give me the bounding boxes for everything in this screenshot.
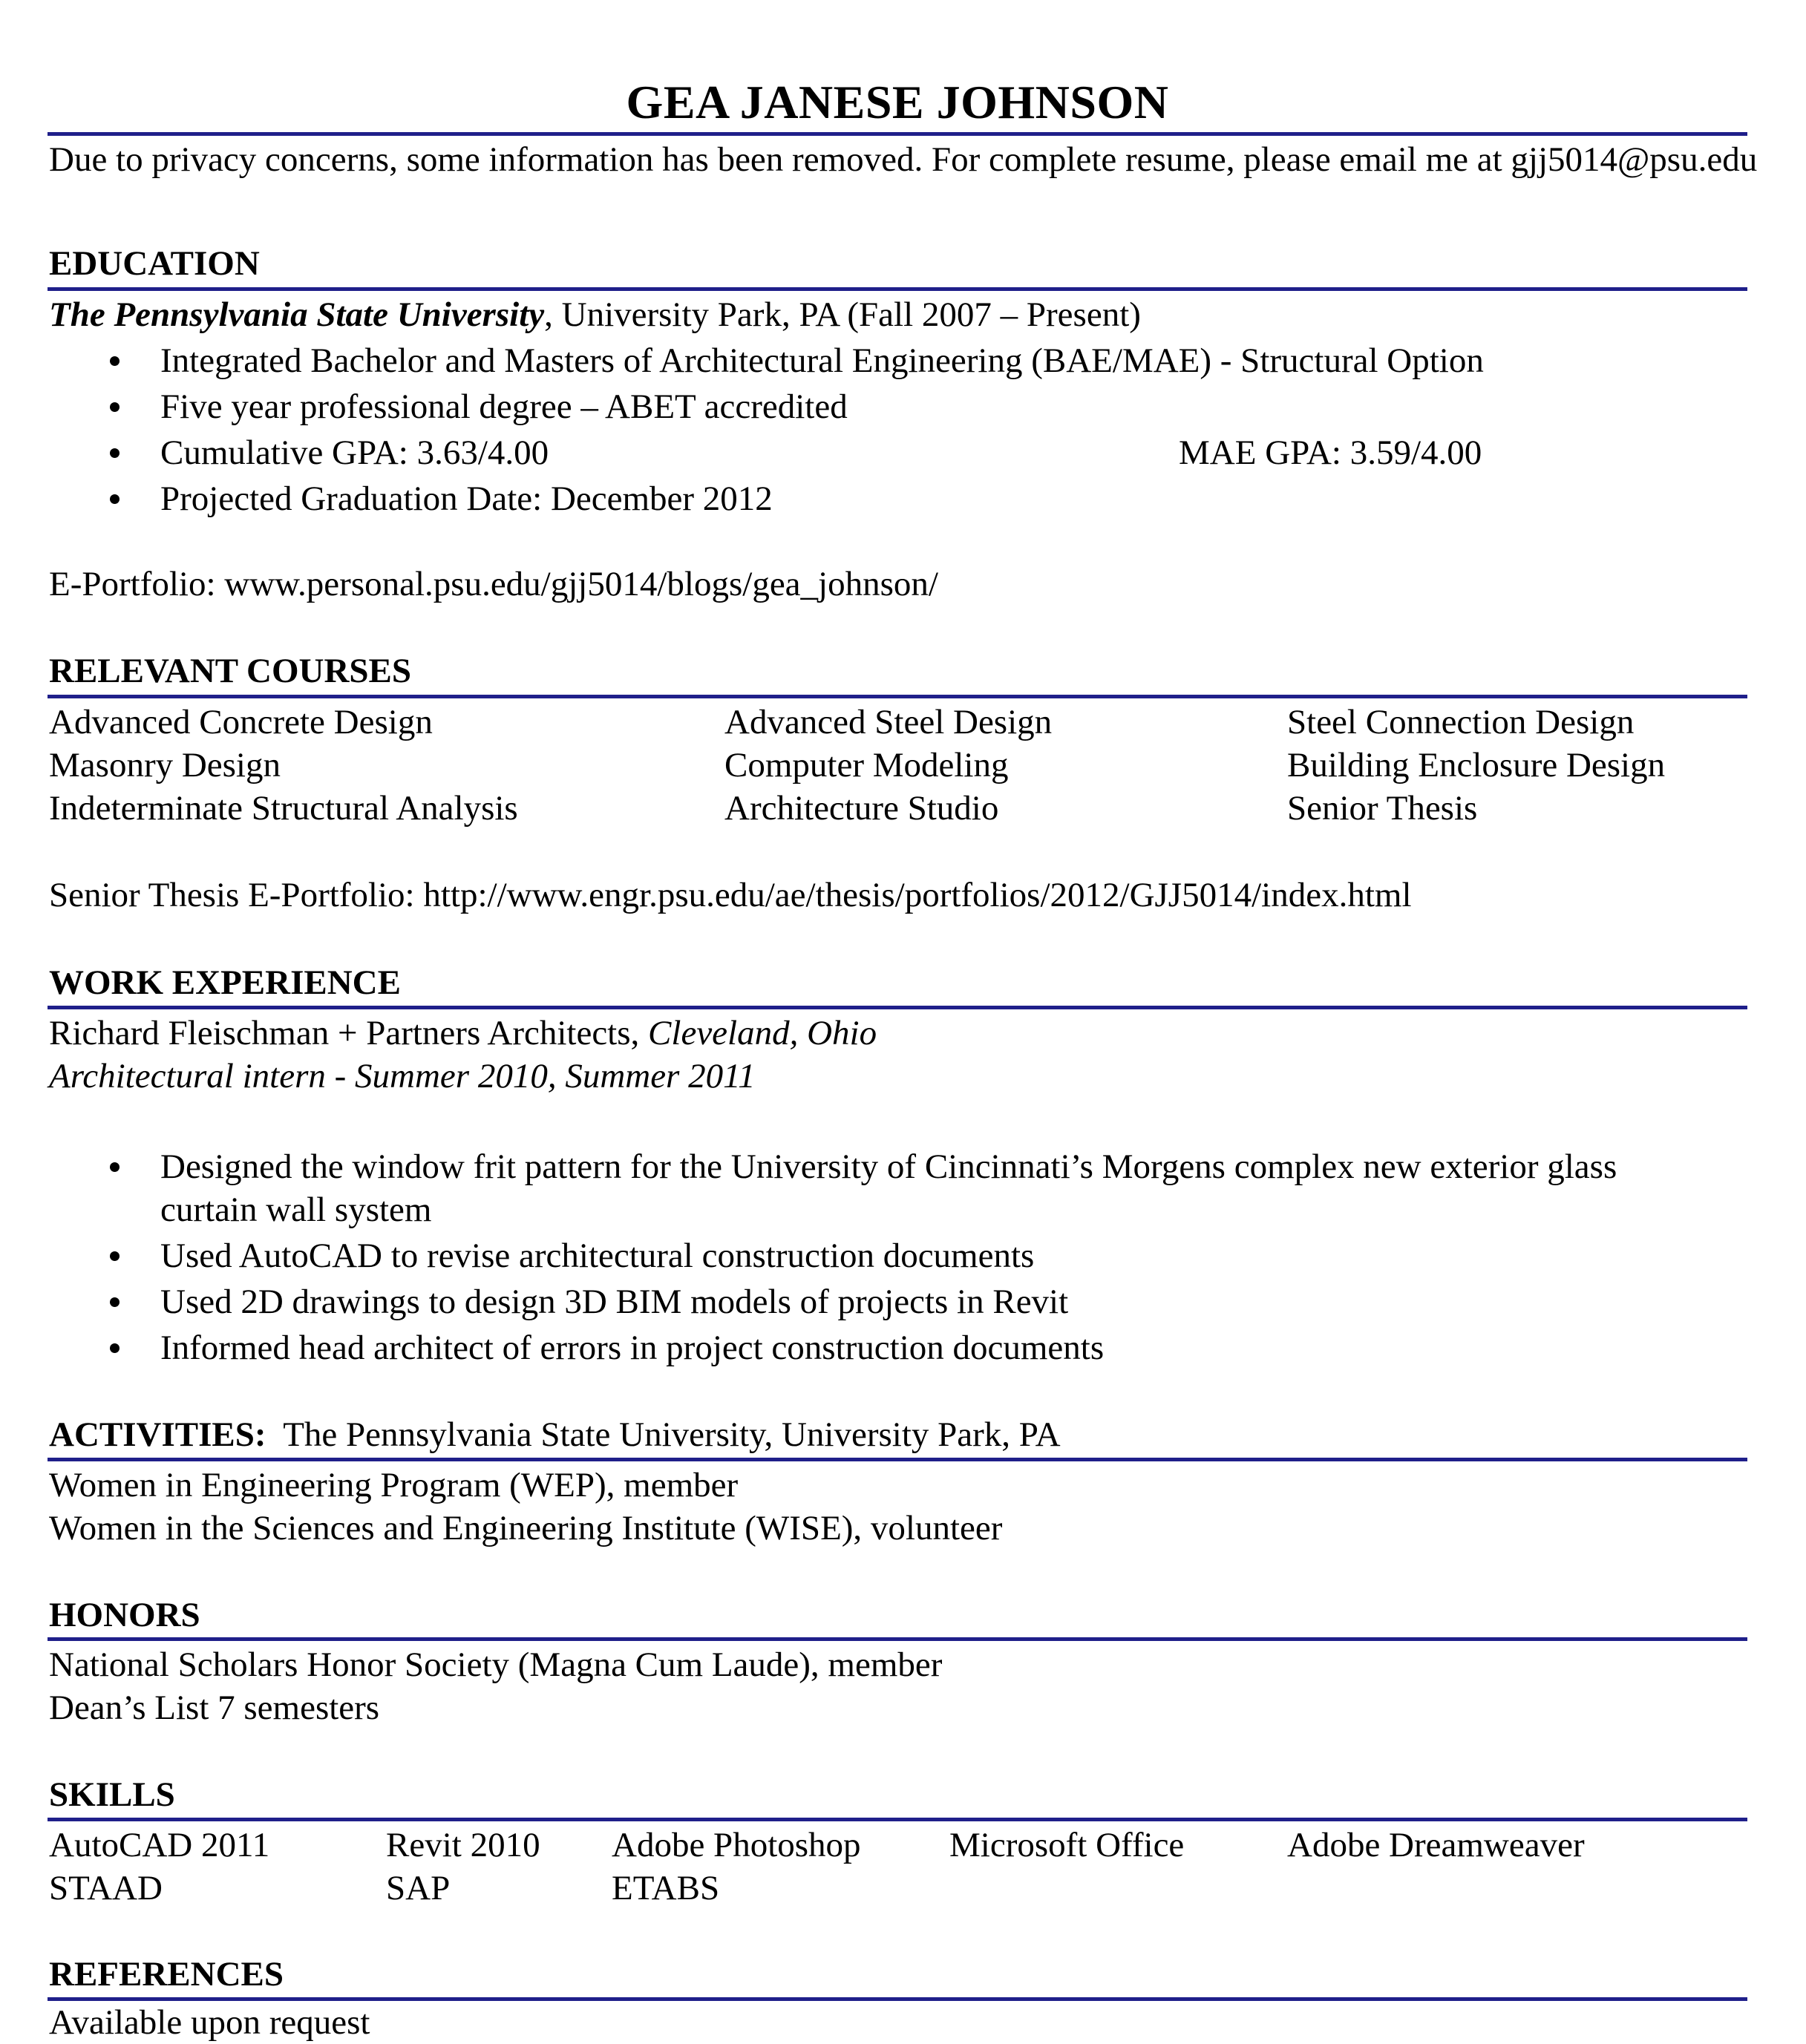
- skill-item: AutoCAD 2011: [49, 1826, 270, 1864]
- eportfolio-line: E-Portfolio: www.personal.psu.edu/gjj5014/blogs/gea_johnson/: [49, 565, 938, 603]
- skill-item: SAP: [386, 1869, 451, 1907]
- course-item: Senior Thesis: [1287, 789, 1478, 828]
- skill-item: STAAD: [49, 1869, 163, 1907]
- courses-heading: RELEVANT COURSES: [49, 652, 412, 690]
- mae-gpa: MAE GPA: 3.59/4.00: [1179, 433, 1482, 472]
- course-item: Steel Connection Design: [1287, 703, 1635, 741]
- bullet-icon: [110, 1251, 120, 1261]
- skills-rule: [48, 1818, 1747, 1821]
- skill-item: Revit 2010: [386, 1826, 540, 1864]
- course-item: Advanced Concrete Design: [49, 703, 433, 741]
- references-heading: REFERENCES: [49, 1955, 284, 1994]
- school-name: The Pennsylvania State University: [49, 295, 545, 334]
- activity-item: Women in the Sciences and Engineering Institute (WISE), volunteer: [49, 1509, 1003, 1547]
- education-bullet: Cumulative GPA: 3.63/4.00: [160, 433, 549, 472]
- name-rule: [48, 132, 1747, 136]
- bullet-icon: [110, 448, 120, 458]
- employer-name: Richard Fleischman + Partners Architects,: [49, 1014, 649, 1052]
- honor-item: National Scholars Honor Society (Magna Cum Laude), member: [49, 1645, 943, 1684]
- education-bullet: Projected Graduation Date: December 2012: [160, 479, 773, 518]
- course-item: Indeterminate Structural Analysis: [49, 789, 518, 828]
- courses-rule: [48, 695, 1747, 698]
- education-heading: EDUCATION: [49, 244, 260, 283]
- course-item: Advanced Steel Design: [724, 703, 1053, 741]
- skill-item: Adobe Dreamweaver: [1287, 1826, 1585, 1864]
- resume-name: GEA JANESE JOHNSON: [626, 76, 1169, 128]
- bullet-icon: [110, 494, 120, 504]
- activities-heading-detail: The Pennsylvania State University, University Park, PA: [266, 1415, 1061, 1454]
- education-rule: [48, 287, 1747, 291]
- work-bullet: Used 2D drawings to design 3D BIM models of projects in Revit: [160, 1283, 1069, 1321]
- job-role: Architectural intern - Summer 2010, Summer 2011: [49, 1057, 756, 1095]
- bullet-icon: [110, 402, 120, 412]
- work-bullet: Designed the window frit pattern for the University of Cincinnati’s Morgens complex new exterior glass: [160, 1147, 1617, 1186]
- course-item: Architecture Studio: [724, 789, 999, 828]
- honors-rule: [48, 1637, 1747, 1641]
- honor-item: Dean’s List 7 semesters: [49, 1688, 380, 1727]
- bullet-icon: [110, 1343, 120, 1353]
- bullet-icon: [110, 1162, 120, 1172]
- work-rule: [48, 1006, 1747, 1009]
- references-text: Available upon request: [49, 2003, 370, 2042]
- school-detail: , University Park, PA (Fall 2007 – Present): [544, 295, 1141, 334]
- activities-rule: [48, 1458, 1747, 1461]
- work-bullet-continuation: curtain wall system: [160, 1190, 432, 1229]
- course-item: Masonry Design: [49, 746, 281, 784]
- bullet-icon: [110, 356, 120, 366]
- privacy-note: Due to privacy concerns, some information has been removed. For complete resume, please email me at gjj5014@psu.edu: [49, 140, 1758, 179]
- activities-heading: ACTIVITIES:: [49, 1415, 266, 1454]
- work-bullet: Informed head architect of errors in project construction documents: [160, 1329, 1105, 1367]
- education-school-line: [49, 293, 1141, 336]
- skills-heading: SKILLS: [49, 1775, 175, 1814]
- employer-line: [49, 1012, 877, 1055]
- course-item: Computer Modeling: [724, 746, 1009, 784]
- skill-item: ETABS: [612, 1869, 720, 1907]
- course-item: Building Enclosure Design: [1287, 746, 1666, 784]
- thesis-portfolio-line: Senior Thesis E-Portfolio: http://www.engr.psu.edu/ae/thesis/portfolios/2012/GJJ5014/index.html: [49, 876, 1412, 914]
- employer-location: Cleveland, Ohio: [648, 1014, 877, 1052]
- honors-heading: HONORS: [49, 1596, 200, 1634]
- work-bullet: Used AutoCAD to revise architectural construction documents: [160, 1236, 1035, 1275]
- activity-item: Women in Engineering Program (WEP), member: [49, 1466, 739, 1504]
- education-bullet: Five year professional degree – ABET accredited: [160, 387, 848, 426]
- skill-item: Microsoft Office: [949, 1826, 1185, 1864]
- activities-heading-line: [49, 1413, 1061, 1456]
- work-heading: WORK EXPERIENCE: [49, 963, 401, 1002]
- bullet-icon: [110, 1297, 120, 1307]
- skill-item: Adobe Photoshop: [612, 1826, 861, 1864]
- education-bullet: Integrated Bachelor and Masters of Architectural Engineering (BAE/MAE) - Structural Option: [160, 341, 1484, 380]
